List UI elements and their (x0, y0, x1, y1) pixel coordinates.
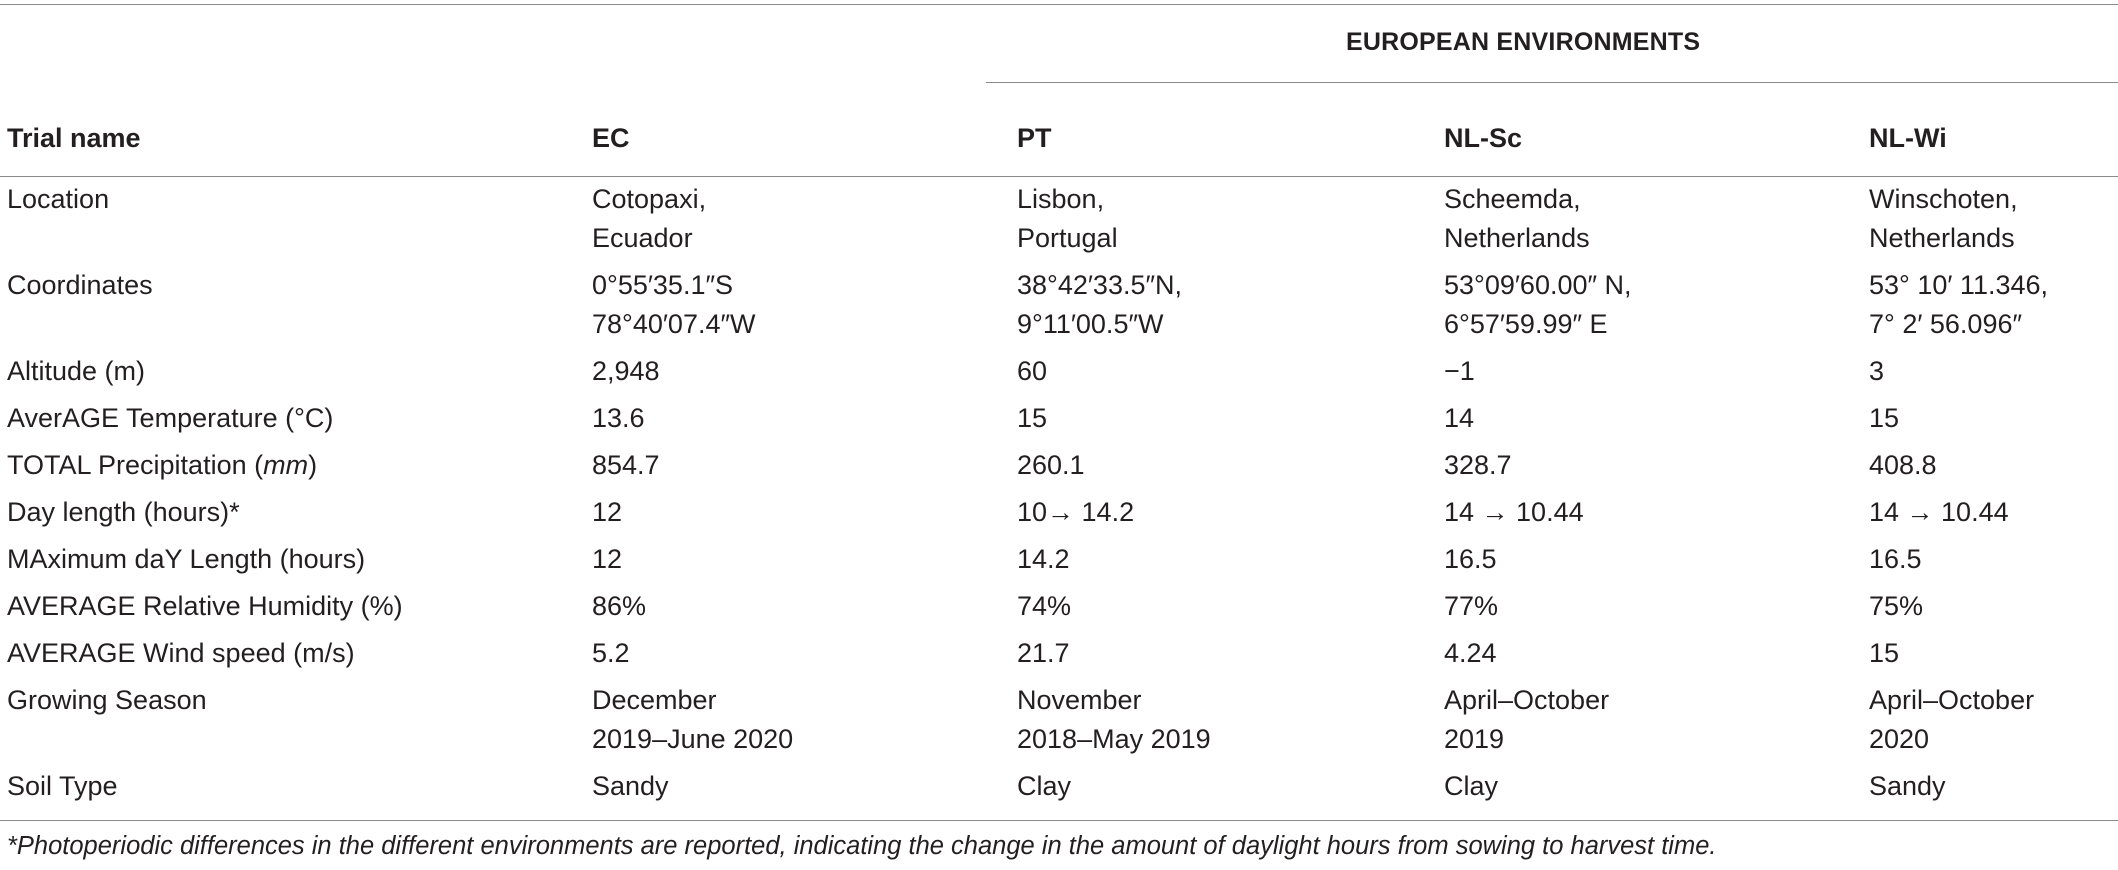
row-label (0, 442, 585, 489)
cell-line: 854.7 (592, 450, 660, 480)
cell-line: 14 (1444, 403, 1475, 433)
cell-line: 12 (592, 544, 623, 574)
header-row (0, 100, 2118, 176)
cell-line: 0°55′35.1″S (592, 270, 734, 300)
table-cell (1862, 395, 2118, 442)
table-bottom-rule (0, 820, 2118, 821)
table-cell (585, 262, 1010, 348)
cell-line: 14.2 (1017, 544, 1070, 574)
row-label-text: TOTAL Precipitation ( (7, 450, 264, 480)
table-cell (1437, 348, 1862, 395)
table-row (0, 583, 2118, 630)
table-cell (1010, 630, 1437, 677)
table-row (0, 395, 2118, 442)
table-cell (1010, 442, 1437, 489)
table-cell (585, 763, 1010, 810)
table-cell (1437, 442, 1862, 489)
table-row (0, 262, 2118, 348)
table-cell (585, 489, 1010, 536)
table-cell (1437, 262, 1862, 348)
table-cell (1437, 583, 1862, 630)
cell-line: Clay (1444, 771, 1499, 801)
table-cell (1010, 348, 1437, 395)
cell-line: Lisbon, (1017, 184, 1105, 214)
environment-table (0, 100, 2118, 810)
table-cell (585, 395, 1010, 442)
table-row (0, 348, 2118, 395)
table-row (0, 630, 2118, 677)
table-cell (1010, 677, 1437, 763)
cell-line: 12 (592, 497, 623, 527)
cell-line: November (1017, 685, 1142, 715)
cell-line: 53°09′60.00″ N, (1444, 270, 1632, 300)
table-cell (585, 348, 1010, 395)
table-cell (1437, 763, 1862, 810)
cell-line: April–October (1444, 685, 1610, 715)
table-cell (1010, 262, 1437, 348)
column-header-nl-wi: NL-Wi (1869, 122, 1947, 153)
row-label: Day length (hours)* (7, 497, 240, 527)
cell-line: 408.8 (1869, 450, 1937, 480)
table-cell (1010, 176, 1437, 262)
cell-line: 77% (1444, 591, 1499, 621)
cell-line: 60 (1017, 356, 1048, 386)
cell-line: 2019 (1444, 724, 1505, 754)
row-label: AVERAGE Wind speed (m/s) (7, 638, 355, 668)
cell-line: Clay (1017, 771, 1072, 801)
table-cell (1010, 395, 1437, 442)
row-label: MAximum daY Length (hours) (7, 544, 366, 574)
table-body (0, 176, 2118, 810)
cell-line: 16.5 (1869, 544, 1922, 574)
cell-line: 14 → 10.44 (1869, 497, 2009, 527)
table-cell (1437, 630, 1862, 677)
table-row (0, 489, 2118, 536)
column-header-nl-sc: NL-Sc (1444, 122, 1523, 153)
table-cell (1437, 176, 1862, 262)
table-cell (1437, 677, 1862, 763)
table-row (0, 677, 2118, 763)
column-header-pt: PT (1017, 122, 1052, 153)
cell-line: 2019–June 2020 (592, 724, 794, 754)
cell-line: 3 (1869, 356, 1885, 386)
table-cell (1862, 630, 2118, 677)
row-label: Soil Type (7, 771, 118, 801)
cell-line: Sandy (592, 771, 669, 801)
row-label: AVERAGE Relative Humidity (%) (7, 591, 403, 621)
cell-line: 6°57′59.99″ E (1444, 309, 1608, 339)
cell-line: 328.7 (1444, 450, 1512, 480)
table-cell (585, 677, 1010, 763)
row-label: AverAGE Temperature (°C) (7, 403, 334, 433)
cell-line: Cotopaxi, (592, 184, 707, 214)
row-label: Altitude (m) (7, 356, 146, 386)
cell-line: Winschoten, (1869, 184, 2018, 214)
row-label-unit: mm (263, 450, 309, 480)
top-rule (0, 4, 2118, 5)
row-label: Coordinates (7, 270, 153, 300)
table-cell (1437, 489, 1862, 536)
cell-line: 15 (1869, 638, 1900, 668)
table-cell (1862, 536, 2118, 583)
table-row (0, 176, 2118, 262)
cell-line: 78°40′07.4″W (592, 309, 756, 339)
row-label-text: ) (308, 450, 318, 480)
column-header-trial-name: Trial name (7, 122, 141, 153)
cell-line: 2018–May 2019 (1017, 724, 1211, 754)
table-cell (1437, 536, 1862, 583)
table-cell (1010, 489, 1437, 536)
cell-line: 2,948 (592, 356, 660, 386)
cell-line: 10→ 14.2 (1017, 497, 1135, 527)
table-cell (585, 583, 1010, 630)
cell-line: Netherlands (1444, 223, 1590, 253)
cell-line: Sandy (1869, 771, 1946, 801)
cell-line: 86% (592, 591, 647, 621)
table-cell (585, 536, 1010, 583)
table-cell (585, 442, 1010, 489)
group-header-underline (986, 82, 2118, 83)
cell-line: 53° 10′ 11.346, (1869, 270, 2049, 300)
table-footnote: *Photoperiodic differences in the different environments are reported, indicating the change in the amount of daylight hours from sowing to harvest time. (7, 832, 1717, 860)
table-cell (1010, 763, 1437, 810)
column-header-ec: EC (592, 122, 630, 153)
table-cell (1437, 395, 1862, 442)
cell-line: 9°11′00.5″W (1017, 309, 1164, 339)
table-cell (585, 176, 1010, 262)
cell-line: 16.5 (1444, 544, 1497, 574)
cell-line: 260.1 (1017, 450, 1085, 480)
cell-line: December (592, 685, 717, 715)
row-label: Location (7, 184, 110, 214)
table-cell (1862, 677, 2118, 763)
cell-line: Portugal (1017, 223, 1118, 253)
cell-line: 14 → 10.44 (1444, 497, 1584, 527)
table-cell (1862, 583, 2118, 630)
cell-line: 15 (1017, 403, 1048, 433)
cell-line: −1 (1444, 356, 1475, 386)
cell-line: 38°42′33.5″N, (1017, 270, 1183, 300)
table-cell (1862, 489, 2118, 536)
table-cell (1862, 176, 2118, 262)
cell-line: 75% (1869, 591, 1924, 621)
cell-line: 15 (1869, 403, 1900, 433)
table-row (0, 442, 2118, 489)
group-header-european-environments: EUROPEAN ENVIRONMENTS (1346, 28, 1701, 56)
table-cell (1862, 442, 2118, 489)
cell-line: 7° 2′ 56.096″ (1869, 309, 2023, 339)
cell-line: 13.6 (592, 403, 645, 433)
cell-line: Scheemda, (1444, 184, 1581, 214)
cell-line: 5.2 (592, 638, 630, 668)
cell-line: 21.7 (1017, 638, 1070, 668)
table-cell (1862, 348, 2118, 395)
table-row (0, 763, 2118, 810)
cell-line: Netherlands (1869, 223, 2015, 253)
cell-line: 2020 (1869, 724, 1930, 754)
table-cell (1862, 262, 2118, 348)
table-cell (1862, 763, 2118, 810)
row-label: Growing Season (7, 685, 207, 715)
cell-line: 74% (1017, 591, 1072, 621)
table-cell (1010, 536, 1437, 583)
table-cell (1010, 583, 1437, 630)
table-row (0, 536, 2118, 583)
table-cell (585, 630, 1010, 677)
cell-line: Ecuador (592, 223, 693, 253)
cell-line: April–October (1869, 685, 2035, 715)
cell-line: 4.24 (1444, 638, 1497, 668)
